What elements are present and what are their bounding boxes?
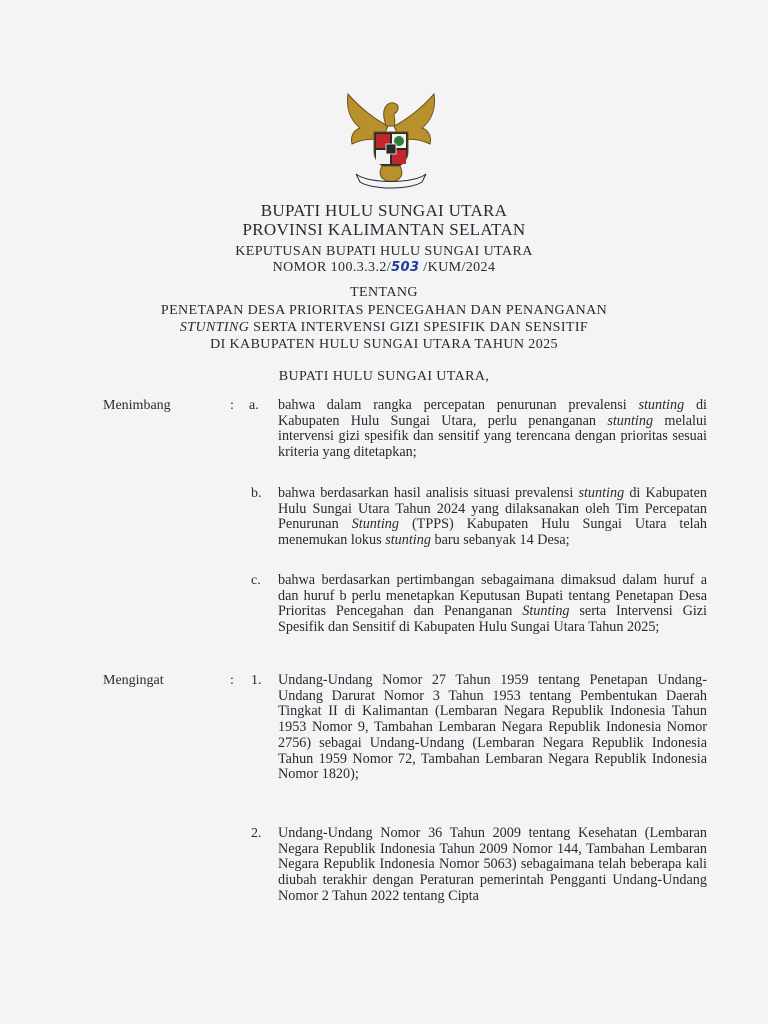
clause-text: melalui intervensi gizi spesifik dan sensitif yang terencana dengan prioritas sesuai kriteria yang ditetapkan; <box>278 412 707 461</box>
garuda-emblem-icon <box>338 86 444 192</box>
subject-line-1: PENETAPAN DESA PRIORITAS PENCEGAHAN DAN PENANGANAN <box>160 303 608 318</box>
mengingat-marker: 1. <box>251 673 262 688</box>
menimbang-marker: c. <box>251 573 261 588</box>
clause-text: bahwa berdasarkan pertimbangan sebagaimana dimaksud dalam huruf a dan huruf b perlu menetapkan Keputusan Bupati tentang Penetapan Desa Prioritas Pencegahan dan Penanganan <box>278 572 707 620</box>
clause-text: serta Intervensi Gizi Spesifik dan Sensitif di Kabupaten Hulu Sungai Utara Tahun 2025; <box>278 603 707 636</box>
clause-text: (TPPS) Kabupaten Hulu Sungai Utara telah menemukan lokus <box>278 516 707 549</box>
regent-title: BUPATI HULU SUNGAI UTARA <box>260 201 508 220</box>
mengingat-clause <box>278 673 707 783</box>
italic-term: stunting <box>607 412 654 429</box>
mengingat-label: Mengingat <box>103 673 164 688</box>
subject-line-3: DI KABUPATEN HULU SUNGAI UTARA TAHUN 2025 <box>210 337 558 352</box>
italic-term: Stunting <box>351 516 399 533</box>
menimbang-marker: a. <box>249 398 259 413</box>
decree-number-handwritten: 503 <box>391 260 420 275</box>
decree-number-suffix: /KUM/2024 <box>419 260 496 275</box>
subject-stunting: STUNTING <box>179 320 250 335</box>
mengingat-marker: 2. <box>251 826 262 841</box>
italic-term: stunting <box>638 397 685 413</box>
italic-term: stunting <box>578 485 625 501</box>
clause-text: bahwa dalam rangka percepatan penurunan prevalensi <box>278 397 639 413</box>
issuer-line: BUPATI HULU SUNGAI UTARA, <box>278 369 490 384</box>
decree-title: KEPUTUSAN BUPATI HULU SUNGAI UTARA <box>235 244 533 259</box>
mengingat-colon: : <box>230 673 234 688</box>
clause-text: bahwa berdasarkan hasil analisis situasi prevalensi <box>278 485 579 501</box>
clause-text: di Kabupaten Hulu Sungai Utara Tahun 2024 yang dilaksanakan oleh Tim Percepatan Penurunan <box>278 485 707 533</box>
about-heading: TENTANG <box>350 285 418 300</box>
decree-number <box>0 259 768 276</box>
menimbang-colon: : <box>230 398 234 413</box>
clause-text: Undang-Undang Nomor 36 Tahun 2009 tentang Kesehatan (Lembaran Negara Republik Indonesia Tahun 2009 Nomor 144, Tambahan Lembaran Negara Republik Indonesia Nomor 5063) sebagaimana telah beberapa kali diubah terakhir dengan Peraturan pemerintah Pengganti Undang-Undang Nomor 2 Tahun 2022 tentang Cipta <box>278 825 707 904</box>
menimbang-clause <box>278 398 707 461</box>
menimbang-marker: b. <box>251 486 262 501</box>
clause-text: baru sebanyak 14 Desa; <box>430 532 570 549</box>
clause-text: di Kabupaten Hulu Sungai Utara, perlu penanganan <box>278 397 707 429</box>
clause-text: Undang-Undang Nomor 27 Tahun 1959 tentang Penetapan Undang-Undang Darurat Nomor 3 Tahun 1953 tentang Pembentukan Daerah Tingkat II di Kalimantan (Lembaran Negara Republik Indonesia Tahun 1953 Nomor 9, Tambahan Lembaran Negara Republik Indonesia Nomor 2756) sebagai Undang-Undang (Lembaran Negara Republik Indonesia Tahun 1959 Nomor 72, Tambahan Lembaran Negara Republik Indonesia Nomor 1820); <box>278 672 707 783</box>
italic-term: stunting <box>385 532 431 549</box>
province-title: PROVINSI KALIMANTAN SELATAN <box>242 220 526 239</box>
decree-number-prefix: NOMOR 100.3.3.2/ <box>272 260 392 275</box>
subject-line-2-rest: SERTA INTERVENSI GIZI SPESIFIK DAN SENSITIF <box>249 320 589 335</box>
menimbang-clause <box>278 486 707 549</box>
menimbang-label: Menimbang <box>103 398 171 413</box>
italic-term: Stunting <box>522 603 570 620</box>
subject-line-2 <box>0 319 768 336</box>
mengingat-clause <box>278 826 707 905</box>
menimbang-clause <box>278 573 707 636</box>
